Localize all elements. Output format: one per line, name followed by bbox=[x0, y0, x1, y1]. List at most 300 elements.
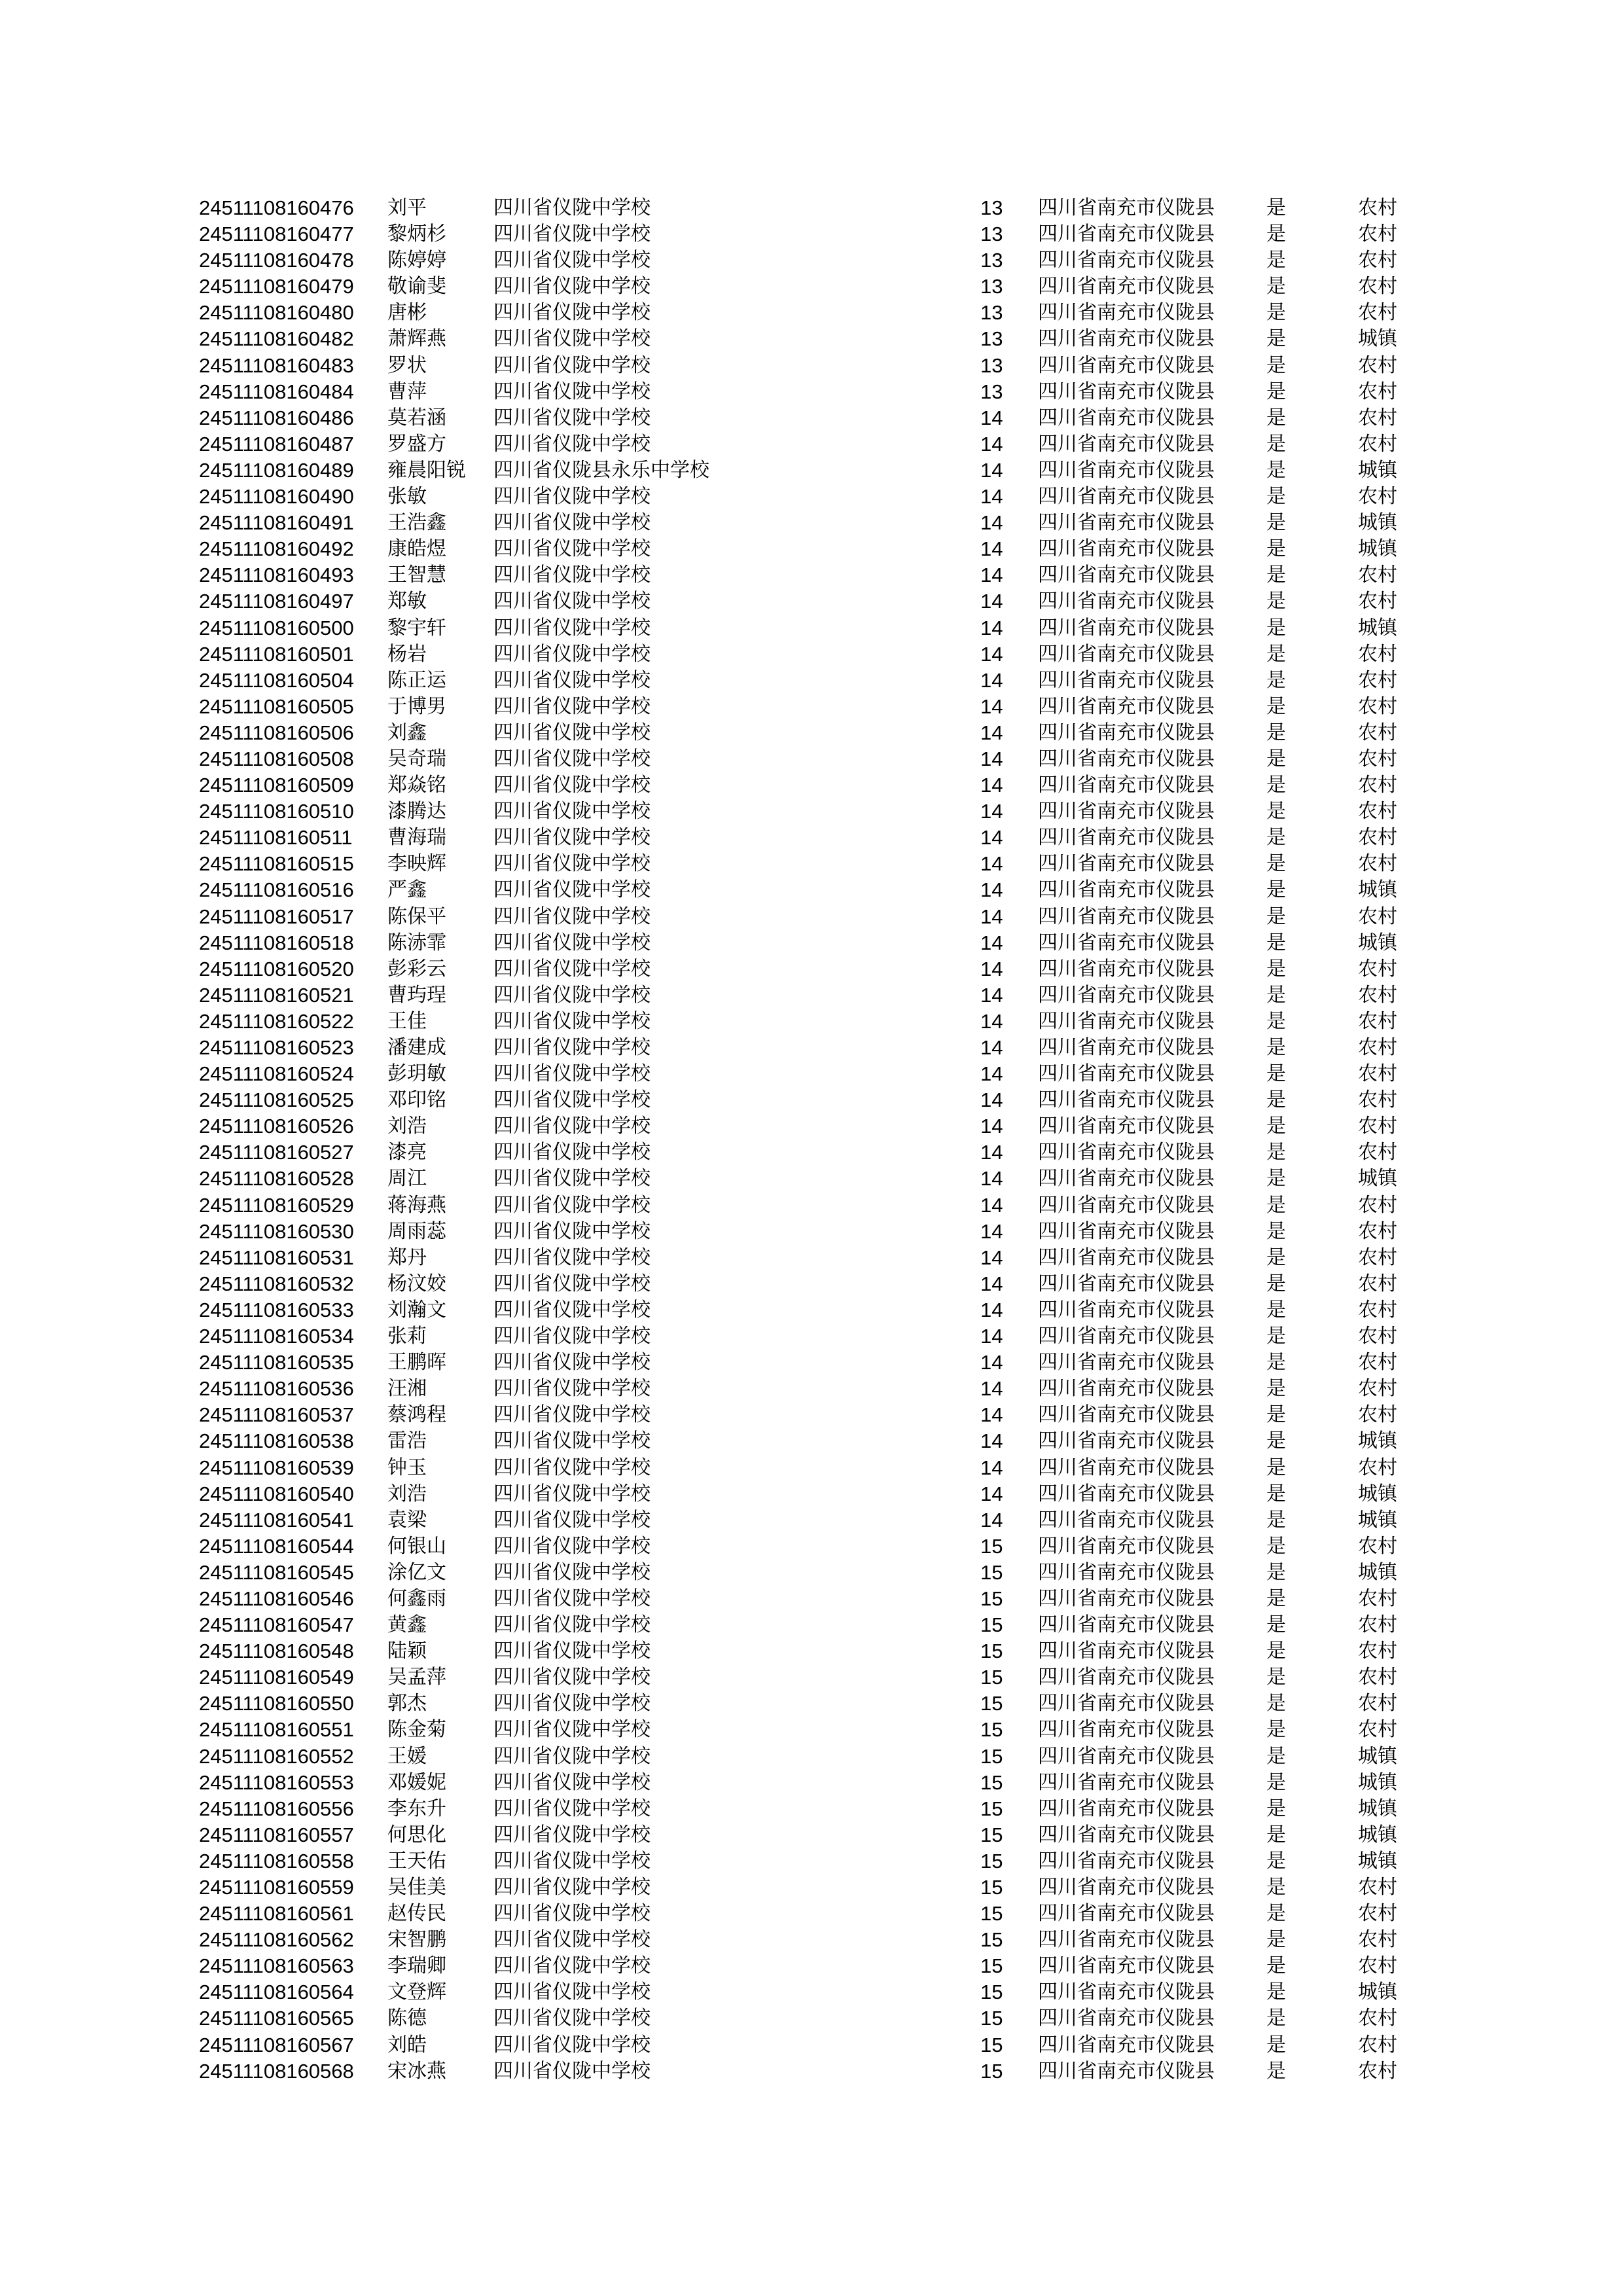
number-cell: 14 bbox=[980, 694, 1003, 718]
id-cell: 24511108160480 bbox=[199, 301, 354, 325]
id-cell: 24511108160522 bbox=[199, 1009, 354, 1033]
region-cell: 四川省南充市仪陇县 bbox=[1038, 249, 1215, 272]
name-cell: 邓印铭 bbox=[387, 1088, 446, 1112]
flag-cell: 是 bbox=[1266, 458, 1286, 482]
flag-cell: 是 bbox=[1266, 590, 1286, 613]
school-cell: 四川省仪陇中学校 bbox=[493, 1298, 651, 1321]
school-cell: 四川省仪陇中学校 bbox=[493, 1928, 651, 1952]
name-cell: 陈保平 bbox=[387, 905, 446, 928]
flag-cell: 是 bbox=[1266, 1981, 1286, 2004]
flag-cell: 是 bbox=[1266, 721, 1286, 744]
region-cell: 四川省南充市仪陇县 bbox=[1038, 1666, 1215, 1689]
school-cell: 四川省仪陇中学校 bbox=[493, 1640, 651, 1663]
name-cell: 吴奇瑞 bbox=[387, 747, 446, 770]
name-cell: 张敏 bbox=[387, 485, 427, 509]
school-cell: 四川省仪陇中学校 bbox=[493, 1902, 651, 1926]
table-row bbox=[0, 1297, 1623, 1323]
name-cell: 郑敏 bbox=[387, 590, 427, 613]
number-cell: 15 bbox=[980, 1902, 1003, 1926]
number-cell: 14 bbox=[980, 1429, 1003, 1453]
name-cell: 周雨蕊 bbox=[387, 1219, 446, 1243]
number-cell: 15 bbox=[980, 2033, 1003, 2056]
area-type-cell: 农村 bbox=[1358, 275, 1397, 298]
region-cell: 四川省南充市仪陇县 bbox=[1038, 1325, 1215, 1348]
flag-cell: 是 bbox=[1266, 774, 1286, 797]
number-cell: 14 bbox=[980, 406, 1003, 429]
area-type-cell: 农村 bbox=[1358, 196, 1397, 219]
table-row bbox=[0, 195, 1623, 221]
id-cell: 24511108160538 bbox=[199, 1429, 354, 1453]
name-cell: 陈金菊 bbox=[387, 1718, 446, 1742]
name-cell: 王智慧 bbox=[387, 564, 446, 587]
id-cell: 24511108160501 bbox=[199, 642, 354, 666]
number-cell: 14 bbox=[980, 826, 1003, 850]
number-cell: 15 bbox=[980, 1613, 1003, 1637]
school-cell: 四川省仪陇中学校 bbox=[493, 1167, 651, 1191]
id-cell: 24511108160568 bbox=[199, 2059, 354, 2083]
region-cell: 四川省南充市仪陇县 bbox=[1038, 905, 1215, 928]
number-cell: 14 bbox=[980, 1298, 1003, 1321]
name-cell: 曹海瑞 bbox=[387, 826, 446, 850]
table-row bbox=[0, 1534, 1623, 1560]
region-cell: 四川省南充市仪陇县 bbox=[1038, 1718, 1215, 1742]
flag-cell: 是 bbox=[1266, 1482, 1286, 1505]
flag-cell: 是 bbox=[1266, 747, 1286, 770]
id-cell: 24511108160523 bbox=[199, 1036, 354, 1059]
area-type-cell: 农村 bbox=[1358, 1351, 1397, 1374]
flag-cell: 是 bbox=[1266, 1036, 1286, 1059]
school-cell: 四川省仪陇中学校 bbox=[493, 327, 651, 351]
flag-cell: 是 bbox=[1266, 1508, 1286, 1532]
id-cell: 24511108160541 bbox=[199, 1508, 354, 1532]
id-cell: 24511108160556 bbox=[199, 1797, 354, 1820]
number-cell: 13 bbox=[980, 380, 1003, 403]
number-cell: 15 bbox=[980, 2059, 1003, 2083]
area-type-cell: 城镇 bbox=[1358, 1429, 1397, 1453]
table-row bbox=[0, 2058, 1623, 2085]
id-cell: 24511108160520 bbox=[199, 957, 354, 980]
region-cell: 四川省南充市仪陇县 bbox=[1038, 458, 1215, 482]
id-cell: 24511108160490 bbox=[199, 485, 354, 509]
name-cell: 刘皓 bbox=[387, 2033, 427, 2056]
area-type-cell: 农村 bbox=[1358, 1325, 1397, 1348]
area-type-cell: 农村 bbox=[1358, 1377, 1397, 1401]
area-type-cell: 城镇 bbox=[1358, 511, 1397, 535]
flag-cell: 是 bbox=[1266, 380, 1286, 403]
region-cell: 四川省南充市仪陇县 bbox=[1038, 1115, 1215, 1138]
flag-cell: 是 bbox=[1266, 1193, 1286, 1217]
region-cell: 四川省南充市仪陇县 bbox=[1038, 1902, 1215, 1926]
id-cell: 24511108160552 bbox=[199, 1744, 354, 1768]
table-row bbox=[0, 1848, 1623, 1874]
school-cell: 四川省仪陇中学校 bbox=[493, 485, 651, 509]
number-cell: 14 bbox=[980, 1403, 1003, 1427]
area-type-cell: 农村 bbox=[1358, 2033, 1397, 2056]
id-cell: 24511108160547 bbox=[199, 1613, 354, 1637]
school-cell: 四川省仪陇中学校 bbox=[493, 1088, 651, 1112]
school-cell: 四川省仪陇中学校 bbox=[493, 564, 651, 587]
region-cell: 四川省南充市仪陇县 bbox=[1038, 327, 1215, 351]
table-row bbox=[0, 1691, 1623, 1717]
region-cell: 四川省南充市仪陇县 bbox=[1038, 1508, 1215, 1532]
flag-cell: 是 bbox=[1266, 1718, 1286, 1742]
table-row bbox=[0, 1402, 1623, 1428]
flag-cell: 是 bbox=[1266, 2007, 1286, 2030]
flag-cell: 是 bbox=[1266, 931, 1286, 954]
school-cell: 四川省仪陇中学校 bbox=[493, 1193, 651, 1217]
school-cell: 四川省仪陇中学校 bbox=[493, 1534, 651, 1558]
table-row bbox=[0, 510, 1623, 536]
table-row bbox=[0, 615, 1623, 641]
id-cell: 24511108160549 bbox=[199, 1666, 354, 1689]
number-cell: 14 bbox=[980, 485, 1003, 509]
name-cell: 陆颖 bbox=[387, 1640, 427, 1663]
id-cell: 24511108160489 bbox=[199, 458, 354, 482]
id-cell: 24511108160508 bbox=[199, 747, 354, 770]
flag-cell: 是 bbox=[1266, 1692, 1286, 1715]
id-cell: 24511108160509 bbox=[199, 774, 354, 797]
number-cell: 15 bbox=[980, 1797, 1003, 1820]
table-row bbox=[0, 1481, 1623, 1507]
flag-cell: 是 bbox=[1266, 878, 1286, 902]
flag-cell: 是 bbox=[1266, 1744, 1286, 1768]
school-cell: 四川省仪陇中学校 bbox=[493, 1429, 651, 1453]
school-cell: 四川省仪陇中学校 bbox=[493, 1718, 651, 1742]
table-row bbox=[0, 1113, 1623, 1139]
area-type-cell: 农村 bbox=[1358, 668, 1397, 692]
flag-cell: 是 bbox=[1266, 668, 1286, 692]
name-cell: 罗盛方 bbox=[387, 432, 446, 456]
number-cell: 14 bbox=[980, 1272, 1003, 1295]
region-cell: 四川省南充市仪陇县 bbox=[1038, 275, 1215, 298]
id-cell: 24511108160478 bbox=[199, 249, 354, 272]
id-cell: 24511108160532 bbox=[199, 1272, 354, 1295]
school-cell: 四川省仪陇中学校 bbox=[493, 2033, 651, 2056]
table-row bbox=[0, 274, 1623, 300]
area-type-cell: 农村 bbox=[1358, 1219, 1397, 1243]
school-cell: 四川省仪陇中学校 bbox=[493, 2059, 651, 2083]
id-cell: 24511108160491 bbox=[199, 511, 354, 535]
table-row bbox=[0, 1796, 1623, 1822]
flag-cell: 是 bbox=[1266, 327, 1286, 351]
school-cell: 四川省仪陇县永乐中学校 bbox=[493, 458, 709, 482]
table-row bbox=[0, 1166, 1623, 1192]
region-cell: 四川省南充市仪陇县 bbox=[1038, 1036, 1215, 1059]
name-cell: 黎宇轩 bbox=[387, 616, 446, 639]
id-cell: 24511108160518 bbox=[199, 931, 354, 954]
area-type-cell: 农村 bbox=[1358, 826, 1397, 850]
table-row bbox=[0, 1612, 1623, 1638]
table-row bbox=[0, 247, 1623, 274]
area-type-cell: 农村 bbox=[1358, 1009, 1397, 1033]
flag-cell: 是 bbox=[1266, 275, 1286, 298]
area-type-cell: 农村 bbox=[1358, 642, 1397, 666]
table-row bbox=[0, 1323, 1623, 1350]
region-cell: 四川省南充市仪陇县 bbox=[1038, 957, 1215, 980]
flag-cell: 是 bbox=[1266, 1272, 1286, 1295]
school-cell: 四川省仪陇中学校 bbox=[493, 774, 651, 797]
name-cell: 吴佳美 bbox=[387, 1876, 446, 1899]
id-cell: 24511108160534 bbox=[199, 1325, 354, 1348]
number-cell: 14 bbox=[980, 852, 1003, 876]
number-cell: 15 bbox=[980, 1744, 1003, 1768]
school-cell: 四川省仪陇中学校 bbox=[493, 668, 651, 692]
name-cell: 曹玙珵 bbox=[387, 983, 446, 1007]
flag-cell: 是 bbox=[1266, 800, 1286, 823]
region-cell: 四川省南充市仪陇县 bbox=[1038, 380, 1215, 403]
number-cell: 14 bbox=[980, 1325, 1003, 1348]
id-cell: 24511108160537 bbox=[199, 1403, 354, 1427]
number-cell: 14 bbox=[980, 1009, 1003, 1033]
flag-cell: 是 bbox=[1266, 1351, 1286, 1374]
school-cell: 四川省仪陇中学校 bbox=[493, 511, 651, 535]
region-cell: 四川省南充市仪陇县 bbox=[1038, 1823, 1215, 1846]
region-cell: 四川省南充市仪陇县 bbox=[1038, 1954, 1215, 1978]
flag-cell: 是 bbox=[1266, 642, 1286, 666]
table-row bbox=[0, 1139, 1623, 1166]
school-cell: 四川省仪陇中学校 bbox=[493, 852, 651, 876]
school-cell: 四川省仪陇中学校 bbox=[493, 1246, 651, 1269]
school-cell: 四川省仪陇中学校 bbox=[493, 800, 651, 823]
name-cell: 黎炳杉 bbox=[387, 223, 446, 246]
id-cell: 24511108160561 bbox=[199, 1902, 354, 1926]
area-type-cell: 农村 bbox=[1358, 406, 1397, 429]
school-cell: 四川省仪陇中学校 bbox=[493, 537, 651, 561]
region-cell: 四川省南充市仪陇县 bbox=[1038, 1797, 1215, 1820]
region-cell: 四川省南充市仪陇县 bbox=[1038, 537, 1215, 561]
number-cell: 14 bbox=[980, 1219, 1003, 1243]
flag-cell: 是 bbox=[1266, 1377, 1286, 1401]
region-cell: 四川省南充市仪陇县 bbox=[1038, 1744, 1215, 1768]
flag-cell: 是 bbox=[1266, 1902, 1286, 1926]
id-cell: 24511108160558 bbox=[199, 1849, 354, 1873]
school-cell: 四川省仪陇中学校 bbox=[493, 1508, 651, 1532]
number-cell: 14 bbox=[980, 774, 1003, 797]
name-cell: 文登辉 bbox=[387, 1981, 446, 2004]
table-row bbox=[0, 1009, 1623, 1035]
region-cell: 四川省南充市仪陇县 bbox=[1038, 616, 1215, 639]
area-type-cell: 城镇 bbox=[1358, 1560, 1397, 1584]
number-cell: 14 bbox=[980, 1141, 1003, 1164]
school-cell: 四川省仪陇中学校 bbox=[493, 432, 651, 456]
area-type-cell: 农村 bbox=[1358, 1613, 1397, 1637]
flag-cell: 是 bbox=[1266, 511, 1286, 535]
table-row bbox=[0, 720, 1623, 746]
id-cell: 24511108160557 bbox=[199, 1823, 354, 1846]
table-row bbox=[0, 1638, 1623, 1664]
flag-cell: 是 bbox=[1266, 1666, 1286, 1689]
id-cell: 24511108160565 bbox=[199, 2007, 354, 2030]
school-cell: 四川省仪陇中学校 bbox=[493, 616, 651, 639]
id-cell: 24511108160477 bbox=[199, 223, 354, 246]
number-cell: 14 bbox=[980, 616, 1003, 639]
number-cell: 14 bbox=[980, 511, 1003, 535]
area-type-cell: 农村 bbox=[1358, 1954, 1397, 1978]
table-row bbox=[0, 982, 1623, 1009]
table-row bbox=[0, 641, 1623, 668]
region-cell: 四川省南充市仪陇县 bbox=[1038, 196, 1215, 219]
table-row bbox=[0, 562, 1623, 588]
number-cell: 14 bbox=[980, 1246, 1003, 1269]
table-row bbox=[0, 1744, 1623, 1770]
region-cell: 四川省南充市仪陇县 bbox=[1038, 1456, 1215, 1479]
region-cell: 四川省南充市仪陇县 bbox=[1038, 301, 1215, 325]
name-cell: 郭杰 bbox=[387, 1692, 427, 1715]
name-cell: 钟玉 bbox=[387, 1456, 427, 1479]
region-cell: 四川省南充市仪陇县 bbox=[1038, 432, 1215, 456]
id-cell: 24511108160531 bbox=[199, 1246, 354, 1269]
area-type-cell: 农村 bbox=[1358, 1456, 1397, 1479]
school-cell: 四川省仪陇中学校 bbox=[493, 642, 651, 666]
area-type-cell: 农村 bbox=[1358, 1666, 1397, 1689]
name-cell: 吴孟萍 bbox=[387, 1666, 446, 1689]
area-type-cell: 农村 bbox=[1358, 564, 1397, 587]
id-cell: 24511108160510 bbox=[199, 800, 354, 823]
name-cell: 漆腾达 bbox=[387, 800, 446, 823]
region-cell: 四川省南充市仪陇县 bbox=[1038, 1298, 1215, 1321]
school-cell: 四川省仪陇中学校 bbox=[493, 694, 651, 718]
area-type-cell: 农村 bbox=[1358, 852, 1397, 876]
flag-cell: 是 bbox=[1266, 1770, 1286, 1794]
flag-cell: 是 bbox=[1266, 353, 1286, 377]
area-type-cell: 农村 bbox=[1358, 1246, 1397, 1269]
table-row bbox=[0, 1901, 1623, 1927]
area-type-cell: 城镇 bbox=[1358, 1482, 1397, 1505]
name-cell: 彭玥敏 bbox=[387, 1062, 446, 1086]
name-cell: 李瑞卿 bbox=[387, 1954, 446, 1978]
number-cell: 14 bbox=[980, 642, 1003, 666]
flag-cell: 是 bbox=[1266, 694, 1286, 718]
number-cell: 14 bbox=[980, 721, 1003, 744]
id-cell: 24511108160482 bbox=[199, 327, 354, 351]
school-cell: 四川省仪陇中学校 bbox=[493, 2007, 651, 2030]
area-type-cell: 城镇 bbox=[1358, 1770, 1397, 1794]
table-row bbox=[0, 772, 1623, 798]
region-cell: 四川省南充市仪陇县 bbox=[1038, 485, 1215, 509]
number-cell: 15 bbox=[980, 1770, 1003, 1794]
number-cell: 14 bbox=[980, 458, 1003, 482]
region-cell: 四川省南充市仪陇县 bbox=[1038, 1272, 1215, 1295]
number-cell: 14 bbox=[980, 1115, 1003, 1138]
region-cell: 四川省南充市仪陇县 bbox=[1038, 1587, 1215, 1610]
flag-cell: 是 bbox=[1266, 616, 1286, 639]
id-cell: 24511108160525 bbox=[199, 1088, 354, 1112]
table-row bbox=[0, 851, 1623, 877]
region-cell: 四川省南充市仪陇县 bbox=[1038, 826, 1215, 850]
id-cell: 24511108160550 bbox=[199, 1692, 354, 1715]
flag-cell: 是 bbox=[1266, 983, 1286, 1007]
table-row bbox=[0, 1664, 1623, 1691]
number-cell: 14 bbox=[980, 537, 1003, 561]
region-cell: 四川省南充市仪陇县 bbox=[1038, 721, 1215, 744]
region-cell: 四川省南充市仪陇县 bbox=[1038, 1560, 1215, 1584]
name-cell: 郑焱铭 bbox=[387, 774, 446, 797]
name-cell: 唐彬 bbox=[387, 301, 427, 325]
region-cell: 四川省南充市仪陇县 bbox=[1038, 1770, 1215, 1794]
region-cell: 四川省南充市仪陇县 bbox=[1038, 406, 1215, 429]
table-row bbox=[0, 668, 1623, 694]
area-type-cell: 农村 bbox=[1358, 1718, 1397, 1742]
number-cell: 13 bbox=[980, 301, 1003, 325]
flag-cell: 是 bbox=[1266, 1560, 1286, 1584]
name-cell: 陈德 bbox=[387, 2007, 427, 2030]
school-cell: 四川省仪陇中学校 bbox=[493, 1587, 651, 1610]
flag-cell: 是 bbox=[1266, 1823, 1286, 1846]
area-type-cell: 农村 bbox=[1358, 1272, 1397, 1295]
school-cell: 四川省仪陇中学校 bbox=[493, 1325, 651, 1348]
name-cell: 彭彩云 bbox=[387, 957, 446, 980]
number-cell: 14 bbox=[980, 878, 1003, 902]
flag-cell: 是 bbox=[1266, 1062, 1286, 1086]
name-cell: 雷浩 bbox=[387, 1429, 427, 1453]
flag-cell: 是 bbox=[1266, 1141, 1286, 1164]
number-cell: 15 bbox=[980, 1981, 1003, 2004]
area-type-cell: 农村 bbox=[1358, 380, 1397, 403]
school-cell: 四川省仪陇中学校 bbox=[493, 590, 651, 613]
number-cell: 14 bbox=[980, 983, 1003, 1007]
school-cell: 四川省仪陇中学校 bbox=[493, 1823, 651, 1846]
flag-cell: 是 bbox=[1266, 223, 1286, 246]
region-cell: 四川省南充市仪陇县 bbox=[1038, 2059, 1215, 2083]
area-type-cell: 农村 bbox=[1358, 353, 1397, 377]
school-cell: 四川省仪陇中学校 bbox=[493, 721, 651, 744]
number-cell: 13 bbox=[980, 223, 1003, 246]
id-cell: 24511108160487 bbox=[199, 432, 354, 456]
name-cell: 王媛 bbox=[387, 1744, 427, 1768]
id-cell: 24511108160524 bbox=[199, 1062, 354, 1086]
number-cell: 14 bbox=[980, 1062, 1003, 1086]
flag-cell: 是 bbox=[1266, 1640, 1286, 1663]
flag-cell: 是 bbox=[1266, 1876, 1286, 1899]
name-cell: 汪湘 bbox=[387, 1377, 427, 1401]
region-cell: 四川省南充市仪陇县 bbox=[1038, 1246, 1215, 1269]
name-cell: 郑丹 bbox=[387, 1246, 427, 1269]
number-cell: 14 bbox=[980, 432, 1003, 456]
name-cell: 王天佑 bbox=[387, 1849, 446, 1873]
flag-cell: 是 bbox=[1266, 1298, 1286, 1321]
area-type-cell: 农村 bbox=[1358, 1036, 1397, 1059]
number-cell: 14 bbox=[980, 590, 1003, 613]
region-cell: 四川省南充市仪陇县 bbox=[1038, 1219, 1215, 1243]
region-cell: 四川省南充市仪陇县 bbox=[1038, 223, 1215, 246]
flag-cell: 是 bbox=[1266, 1534, 1286, 1558]
name-cell: 陈浾霏 bbox=[387, 931, 446, 954]
name-cell: 李东升 bbox=[387, 1797, 446, 1820]
table-row bbox=[0, 1245, 1623, 1271]
id-cell: 24511108160517 bbox=[199, 905, 354, 928]
area-type-cell: 农村 bbox=[1358, 249, 1397, 272]
flag-cell: 是 bbox=[1266, 957, 1286, 980]
area-type-cell: 农村 bbox=[1358, 905, 1397, 928]
number-cell: 14 bbox=[980, 1167, 1003, 1191]
number-cell: 15 bbox=[980, 1534, 1003, 1558]
area-type-cell: 农村 bbox=[1358, 800, 1397, 823]
table-row bbox=[0, 2032, 1623, 2058]
region-cell: 四川省南充市仪陇县 bbox=[1038, 1009, 1215, 1033]
area-type-cell: 农村 bbox=[1358, 1298, 1397, 1321]
flag-cell: 是 bbox=[1266, 406, 1286, 429]
number-cell: 15 bbox=[980, 1640, 1003, 1663]
table-row bbox=[0, 457, 1623, 484]
school-cell: 四川省仪陇中学校 bbox=[493, 1115, 651, 1138]
area-type-cell: 城镇 bbox=[1358, 1797, 1397, 1820]
school-cell: 四川省仪陇中学校 bbox=[493, 1377, 651, 1401]
id-cell: 24511108160493 bbox=[199, 564, 354, 587]
name-cell: 罗状 bbox=[387, 353, 427, 377]
region-cell: 四川省南充市仪陇县 bbox=[1038, 1876, 1215, 1899]
name-cell: 潘建成 bbox=[387, 1036, 446, 1059]
name-cell: 宋冰燕 bbox=[387, 2059, 446, 2083]
